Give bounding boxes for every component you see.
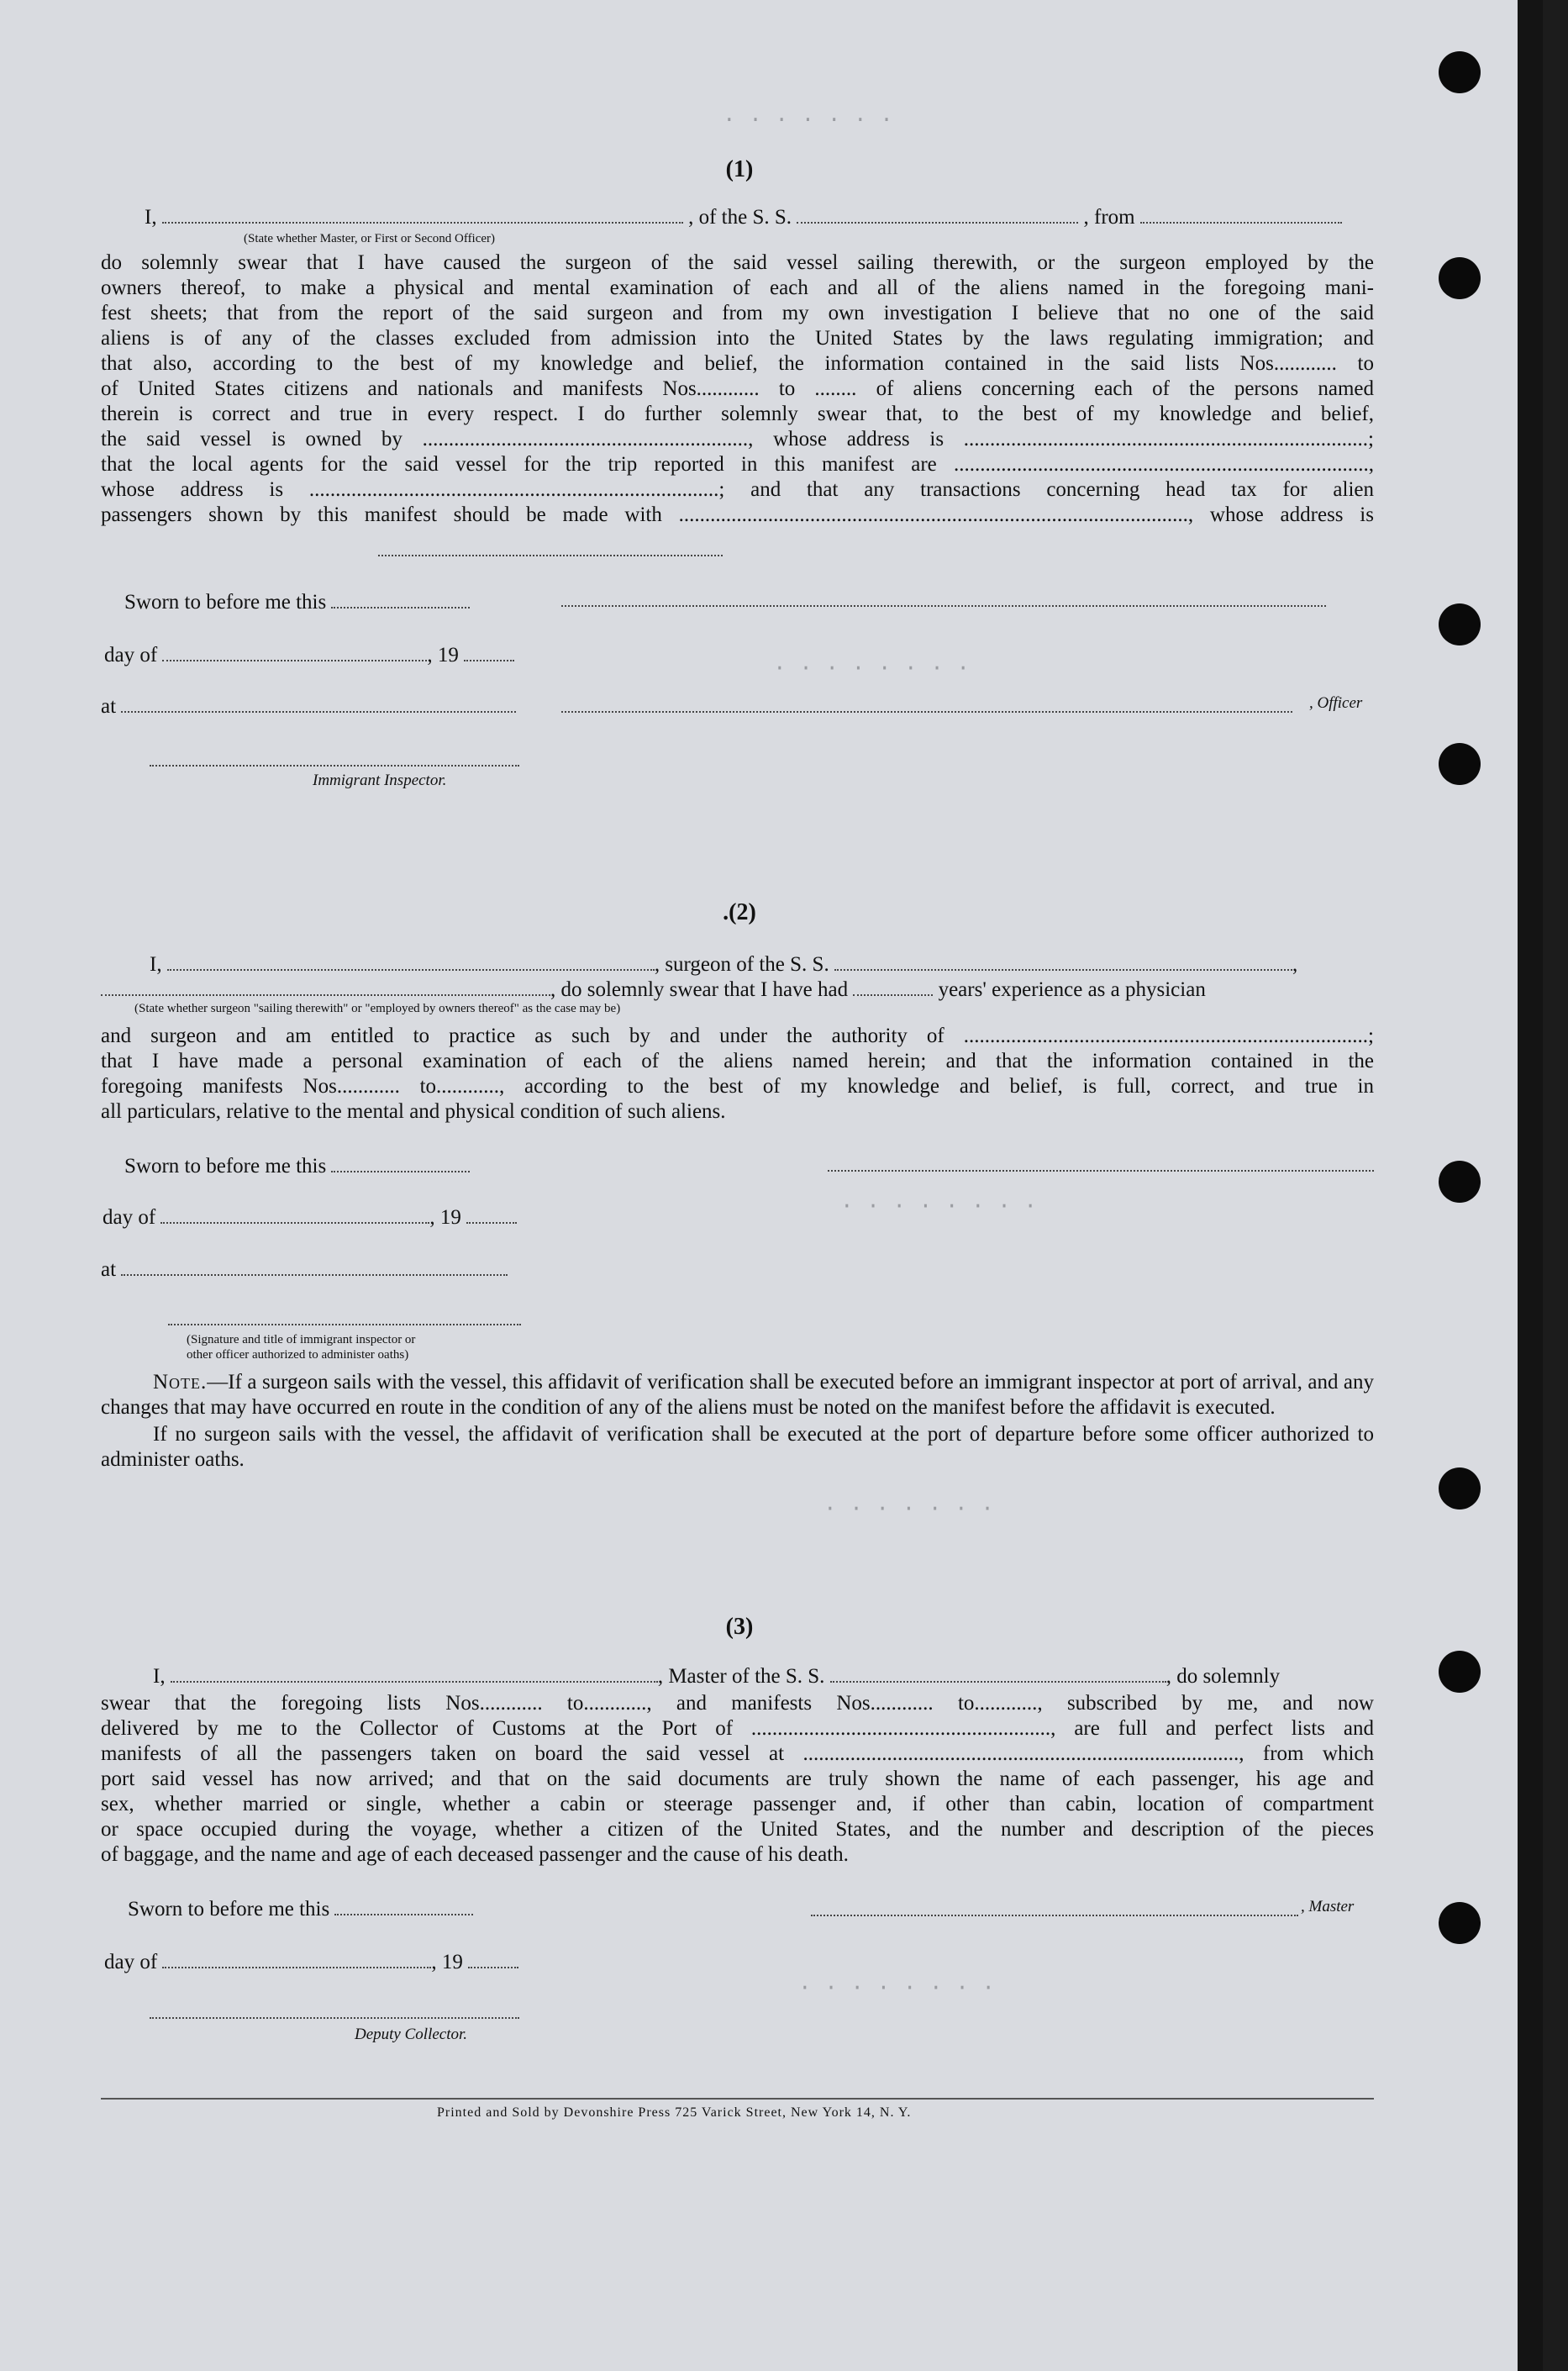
footer-rule (101, 2098, 1374, 2100)
day-of-line: day of , 19 (104, 1950, 518, 1974)
oath-text-line: do solemnly swear that I have caused the surgeon of the said vessel sailing therewith, or the surgeon employed by the (101, 251, 1374, 274)
printer-imprint: Printed and Sold by Devonshire Press 725 Varick Street, New York 14, N. Y. (437, 2105, 912, 2120)
officer-signature-line (561, 605, 1326, 607)
oath-text-line: or space occupied during the voyage, whether a citizen of the United States, and the number and description of the pieces (101, 1818, 1374, 1841)
surgeon-line-1: I, , surgeon of the S. S. , (150, 953, 1298, 976)
oath-text-line: therein is correct and true in every respect. I do further solemnly swear that, to the best of my knowledge and belief, (101, 403, 1374, 425)
binder-hole (1439, 257, 1481, 299)
oath-text-line: port said vessel has now arrived; and that on the said documents are truly shown the name of each passenger, his age and (101, 1768, 1374, 1790)
binder-hole (1439, 1467, 1481, 1510)
oath-text-line: that the local agents for the said vessel for the trip reported in this manifest are ..............................................................................., (101, 453, 1374, 476)
oath-line-1: I, , of the S. S. , from (145, 205, 1342, 229)
oath-text-line: that I have made a personal examination of each of the aliens named herein; and that the information contained in the (101, 1050, 1374, 1072)
binder-hole (1439, 51, 1481, 93)
oath-text-line: whose address is ..............................................................................; and that any transactions concerning head tax for alien (101, 478, 1374, 501)
section-number: (3) (725, 1614, 754, 1640)
master-line-1: I, , Master of the S. S. , do solemnly (153, 1665, 1281, 1688)
sworn-line: Sworn to before me this (124, 590, 470, 614)
collector-caption: Deputy Collector. (355, 2026, 468, 2043)
oath-text-line: foregoing manifests Nos............ to............, according to the best of my knowledge and belief, is full, correct, and true in (101, 1075, 1374, 1098)
oath-text-line: passengers shown by this manifest should be made with ................................................................................................., whose address is (101, 503, 1374, 526)
binder-hole (1439, 743, 1481, 785)
officer-caption: , Officer (1309, 694, 1363, 712)
note-text: —If a surgeon sails with the vessel, this affidavit of verification shall be executed before an immigrant inspector at port of arrival, and any changes that may have occurred en route in the condition of any of the aliens must be noted on the manifest before the affidavit is executed. (101, 1371, 1374, 1419)
binder-hole (1439, 603, 1481, 645)
oath-text-line: that also, according to the best of my knowledge and belief, the information contained in the said lists Nos............ to (101, 352, 1374, 375)
oath-text-line: the said vessel is owned by .............................................................., whose address is .............................................................................; (101, 428, 1374, 450)
officer-note: (State whether Master, or First or Second Officer) (244, 232, 496, 245)
oath-text-line: of United States citizens and nationals and manifests Nos............ to ........ of aliens concerning each of the persons named (101, 377, 1374, 400)
bleed-through-typing: . . . . . . . (723, 103, 893, 128)
blank-line (378, 555, 723, 556)
master-caption: , Master (1301, 1898, 1355, 1915)
surgeon-line-2: , do solemnly swear that I have had years' experience as a physician (101, 977, 1206, 1002)
note-label: Note. (153, 1371, 208, 1394)
scan-edge (1518, 0, 1543, 2371)
sworn-line: Sworn to before me this (124, 1154, 470, 1178)
bleed-through-typing: · · · · · · · · (773, 656, 971, 681)
note-paragraph (101, 1370, 1374, 1473)
note-text: If no surgeon sails with the vessel, the affidavit of verification shall be executed at the port of departure before some officer authorized to administer oaths. (101, 1423, 1374, 1471)
day-of-line: day of , 19 (103, 1205, 517, 1230)
oath-text-line: manifests of all the passengers taken on board the said vessel at ..................................................................................., from which (101, 1742, 1374, 1765)
officer-line (561, 711, 1292, 713)
surgeon-note: (State whether surgeon "sailing therewith" or "employed by owners thereof" as the case may be) (134, 1002, 621, 1015)
inspector-signature-line (150, 765, 519, 767)
binder-hole (1439, 1902, 1481, 1944)
section-number: .(2) (723, 899, 756, 925)
day-of-line: day of , 19 (104, 643, 514, 667)
oath-text-line: fest sheets; that from the report of the said surgeon and from my own investigation I believe that no one of the said (101, 302, 1374, 324)
collector-signature-line (150, 2017, 519, 2019)
oath-text-line: all particulars, relative to the mental and physical condition of such aliens. (101, 1100, 726, 1123)
binder-hole (1439, 1161, 1481, 1203)
master-signature-line (811, 1915, 1298, 1916)
binder-hole (1439, 1651, 1481, 1693)
at-line: at (101, 1257, 508, 1282)
sworn-line: Sworn to before me this (128, 1897, 473, 1921)
oath-text-line: of baggage, and the name and age of each deceased passenger and the cause of his death. (101, 1843, 849, 1866)
oath-text-line: and surgeon and am entitled to practice as such by and under the authority of .............................................................................; (101, 1025, 1374, 1047)
oath-text-line: sex, whether married or single, whether a cabin or steerage passenger and, if other than cabin, location of compartment (101, 1793, 1374, 1815)
inspector-caption: Immigrant Inspector. (313, 772, 447, 789)
section-number: (1) (725, 156, 754, 182)
bleed-through-typing: · · · · · · · · (798, 1975, 996, 2000)
bleed-through-typing: · · · · · · · · (840, 1193, 1038, 1219)
oath-text-line: swear that the foregoing lists Nos............ to............, and manifests Nos............ to............, subscribed by me, and now (101, 1692, 1374, 1715)
inspector-signature-line (168, 1324, 521, 1325)
oath-text-line: delivered by me to the Collector of Customs at the Port of ........................................................., are full and perfect lists and (101, 1717, 1374, 1740)
surgeon-signature-line (828, 1170, 1374, 1172)
signature-caption: other officer authorized to administer oaths) (187, 1348, 409, 1362)
signature-caption: (Signature and title of immigrant inspector or (187, 1333, 416, 1346)
at-line: at (101, 694, 516, 719)
oath-text-line: aliens is of any of the classes excluded from admission into the United States by the laws regulating immigration; and (101, 327, 1374, 350)
oath-text-line: owners thereof, to make a physical and mental examination of each and all of the aliens named in the foregoing mani- (101, 277, 1374, 299)
bleed-through-typing: · · · · · · · (823, 1496, 994, 1521)
